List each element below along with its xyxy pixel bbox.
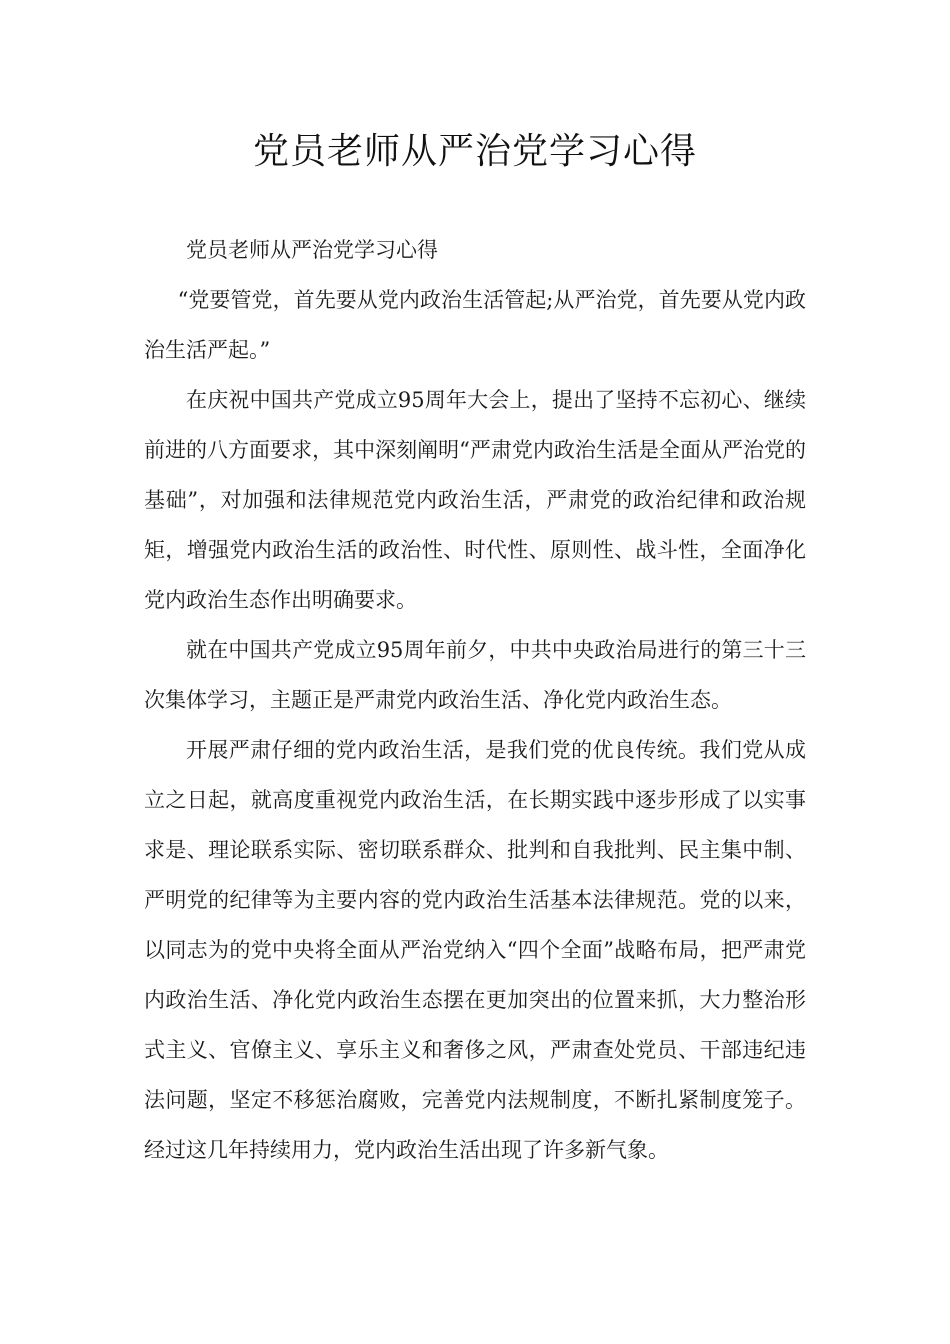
document-body [144, 225, 806, 1175]
paragraph-politburo-study: 就在中国共产党成立95周年前夕，中共中央政治局进行的第三十三次集体学习，主题正是严肃党内政治生活、净化党内政治生态。 [144, 638, 806, 712]
paragraph-quote: “党要管党，首先要从党内政治生活管起;从严治党，首先要从党内政治生活严起。” [144, 288, 806, 362]
document-title: 党员老师从严治党学习心得 [252, 131, 697, 172]
paragraph-anniversary-speech: 在庆祝中国共产党成立95周年大会上，提出了坚持不忘初心、继续前进的八方面要求，其中深刻阐明“严肃党内政治生活是全面从严治党的基础”，对加强和法律规范党内政治生活，严肃党的政治纪律和政治规矩，增强党内政治生活的政治性、时代性、原则性、战斗性，全面净化党内政治生态作出明确要求。 [144, 388, 806, 612]
paragraph-subtitle: 党员老师从严治党学习心得 [186, 238, 438, 262]
paragraph-party-tradition: 开展严肃仔细的党内政治生活，是我们党的优良传统。我们党从成立之日起，就高度重视党内政治生活，在长期实践中逐步形成了以实事求是、理论联系实际、密切联系群众、批判和自我批判、民主集中制、严明党的纪律等为主要内容的党内政治生活基本法律规范。党的以来，以同志为的党中央将全面从严治党纳入“四个全面”战略布局，把严肃党内政治生活、净化党内政治生态摆在更加突出的位置来抓，大力整治形式主义、官僚主义、享乐主义和奢侈之风，严肃查处党员、干部违纪违法问题，坚定不移惩治腐败，完善党内法规制度，不断扎紧制度笼子。经过这几年持续用力，党内政治生活出现了许多新气象。 [144, 738, 806, 1162]
